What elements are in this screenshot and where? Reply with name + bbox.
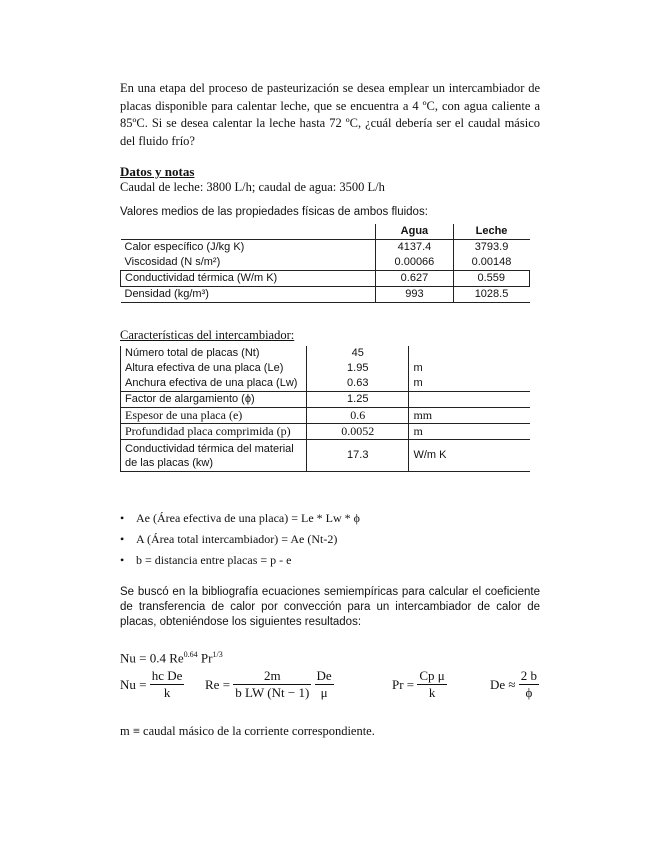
list-item: • b = distancia entre placas = p - e <box>120 550 360 571</box>
row-label: Espesor de una placa (e) <box>121 408 307 424</box>
properties-intro: Valores medios de las propiedades físicas de ambos fluidos: <box>120 206 428 218</box>
list-item: • Ae (Área efectiva de una placa) = Le * Lw * ϕ <box>120 508 360 529</box>
row-value: 17.3 <box>307 440 409 472</box>
table-row <box>121 408 531 424</box>
row-unit: m <box>409 376 530 392</box>
row-value: 0.63 <box>307 376 409 392</box>
nusselt-definition: Nu = $\frac{\text{hc De}}{k}$ <box>120 668 183 700</box>
cell-agua: 0.627 <box>376 271 453 287</box>
datos-heading: Datos y notas <box>120 164 195 179</box>
table-row <box>121 255 530 271</box>
row-label: Conductividad térmica del material de las placas (kw) <box>121 440 307 472</box>
row-unit: m <box>409 424 530 440</box>
properties-table <box>120 224 530 303</box>
row-label: Viscosidad (N s/m²) <box>121 255 376 271</box>
col-agua: Agua <box>376 224 453 240</box>
exchanger-table <box>120 346 530 472</box>
row-unit <box>409 392 530 408</box>
mass-flow-note: m ≡ caudal másico de la corriente correspondiente. <box>120 724 375 738</box>
row-label: Densidad (kg/m³) <box>121 287 376 303</box>
table-header-row <box>121 224 530 240</box>
table-row <box>121 440 531 472</box>
row-label: Número total de placas (Nt) <box>121 346 307 361</box>
table-row <box>121 346 531 361</box>
row-label: Altura efectiva de una placa (Le) <box>121 361 307 376</box>
cell-leche: 0.00148 <box>453 255 529 271</box>
row-unit: mm <box>409 408 530 424</box>
row-label: Conductividad térmica (W/m K) <box>121 271 376 287</box>
cell-leche: 3793.9 <box>453 240 529 256</box>
table-row <box>121 424 531 440</box>
table-row <box>121 271 530 287</box>
reynolds-equation: Re = $\frac{2m}{\text{b LW (Nt − 1)}}$ $\frac{De}{\mu}$ <box>205 668 332 700</box>
row-label: Factor de alargamiento (ϕ) <box>121 392 307 408</box>
table-row <box>121 376 531 392</box>
row-unit: W/m K <box>409 440 530 472</box>
bullet-icon: • <box>120 532 125 546</box>
row-value: 45 <box>307 346 409 361</box>
bibliography-text: Se buscó en la bibliografía ecuaciones semiempíricas para calcular el coeficiente de transferencia de calor por convección para un intercambiador de calor de placas, obteniéndose los siguientes resultados: <box>120 586 540 628</box>
table-row <box>121 287 530 303</box>
exchanger-heading: Características del intercambiador: <box>120 328 295 342</box>
row-value: 1.25 <box>307 392 409 408</box>
equation-row <box>120 668 540 710</box>
nusselt-equation: Nu = 0.4 $Re^{0.64}$ $Pr^{1/3}$ <box>120 650 223 666</box>
cell-agua: 993 <box>376 287 453 303</box>
table-row <box>121 392 531 408</box>
cell-leche: 0.559 <box>453 271 529 287</box>
row-unit <box>409 346 530 361</box>
row-value: 1.95 <box>307 361 409 376</box>
table-row <box>121 240 530 256</box>
cell-leche: 1028.5 <box>453 287 529 303</box>
row-label: Profundidad placa comprimida (p) <box>121 424 307 440</box>
prandtl-equation: Pr = $\frac{\text{Cp μ}}{k}$ <box>392 668 445 700</box>
cell-agua: 4137.4 <box>376 240 453 256</box>
row-value: 0.6 <box>307 408 409 424</box>
problem-statement: En una etapa del proceso de pasteurización se desea emplear un intercambiador de placas disponible para calentar leche, que se encuentra a 4 ºC, con agua caliente a 85ºC. Si se desea calentar la leche hasta 72 ºC, ¿cuál debería ser el caudal másico del fluido frío? <box>120 81 540 148</box>
caudales-text: Caudal de leche: 3800 L/h; caudal de agua: 3500 L/h <box>120 180 385 194</box>
bullet-icon: • <box>120 553 125 567</box>
cell-agua: 0.00066 <box>376 255 453 271</box>
table-row <box>121 361 531 376</box>
bullet-icon: • <box>120 511 125 525</box>
col-leche: Leche <box>453 224 529 240</box>
row-label: Calor específico (J/kg K) <box>124 241 245 253</box>
bullet-list <box>120 508 360 571</box>
equivalent-diameter-equation: De ≈ $\frac{2 b}{\phi}$ <box>490 668 538 700</box>
row-value: 0.0052 <box>307 424 409 440</box>
row-unit: m <box>413 362 423 374</box>
list-item: • A (Área total intercambiador) = Ae (Nt-2) <box>120 529 360 550</box>
row-label: Anchura efectiva de una placa (Lw) <box>121 376 307 392</box>
